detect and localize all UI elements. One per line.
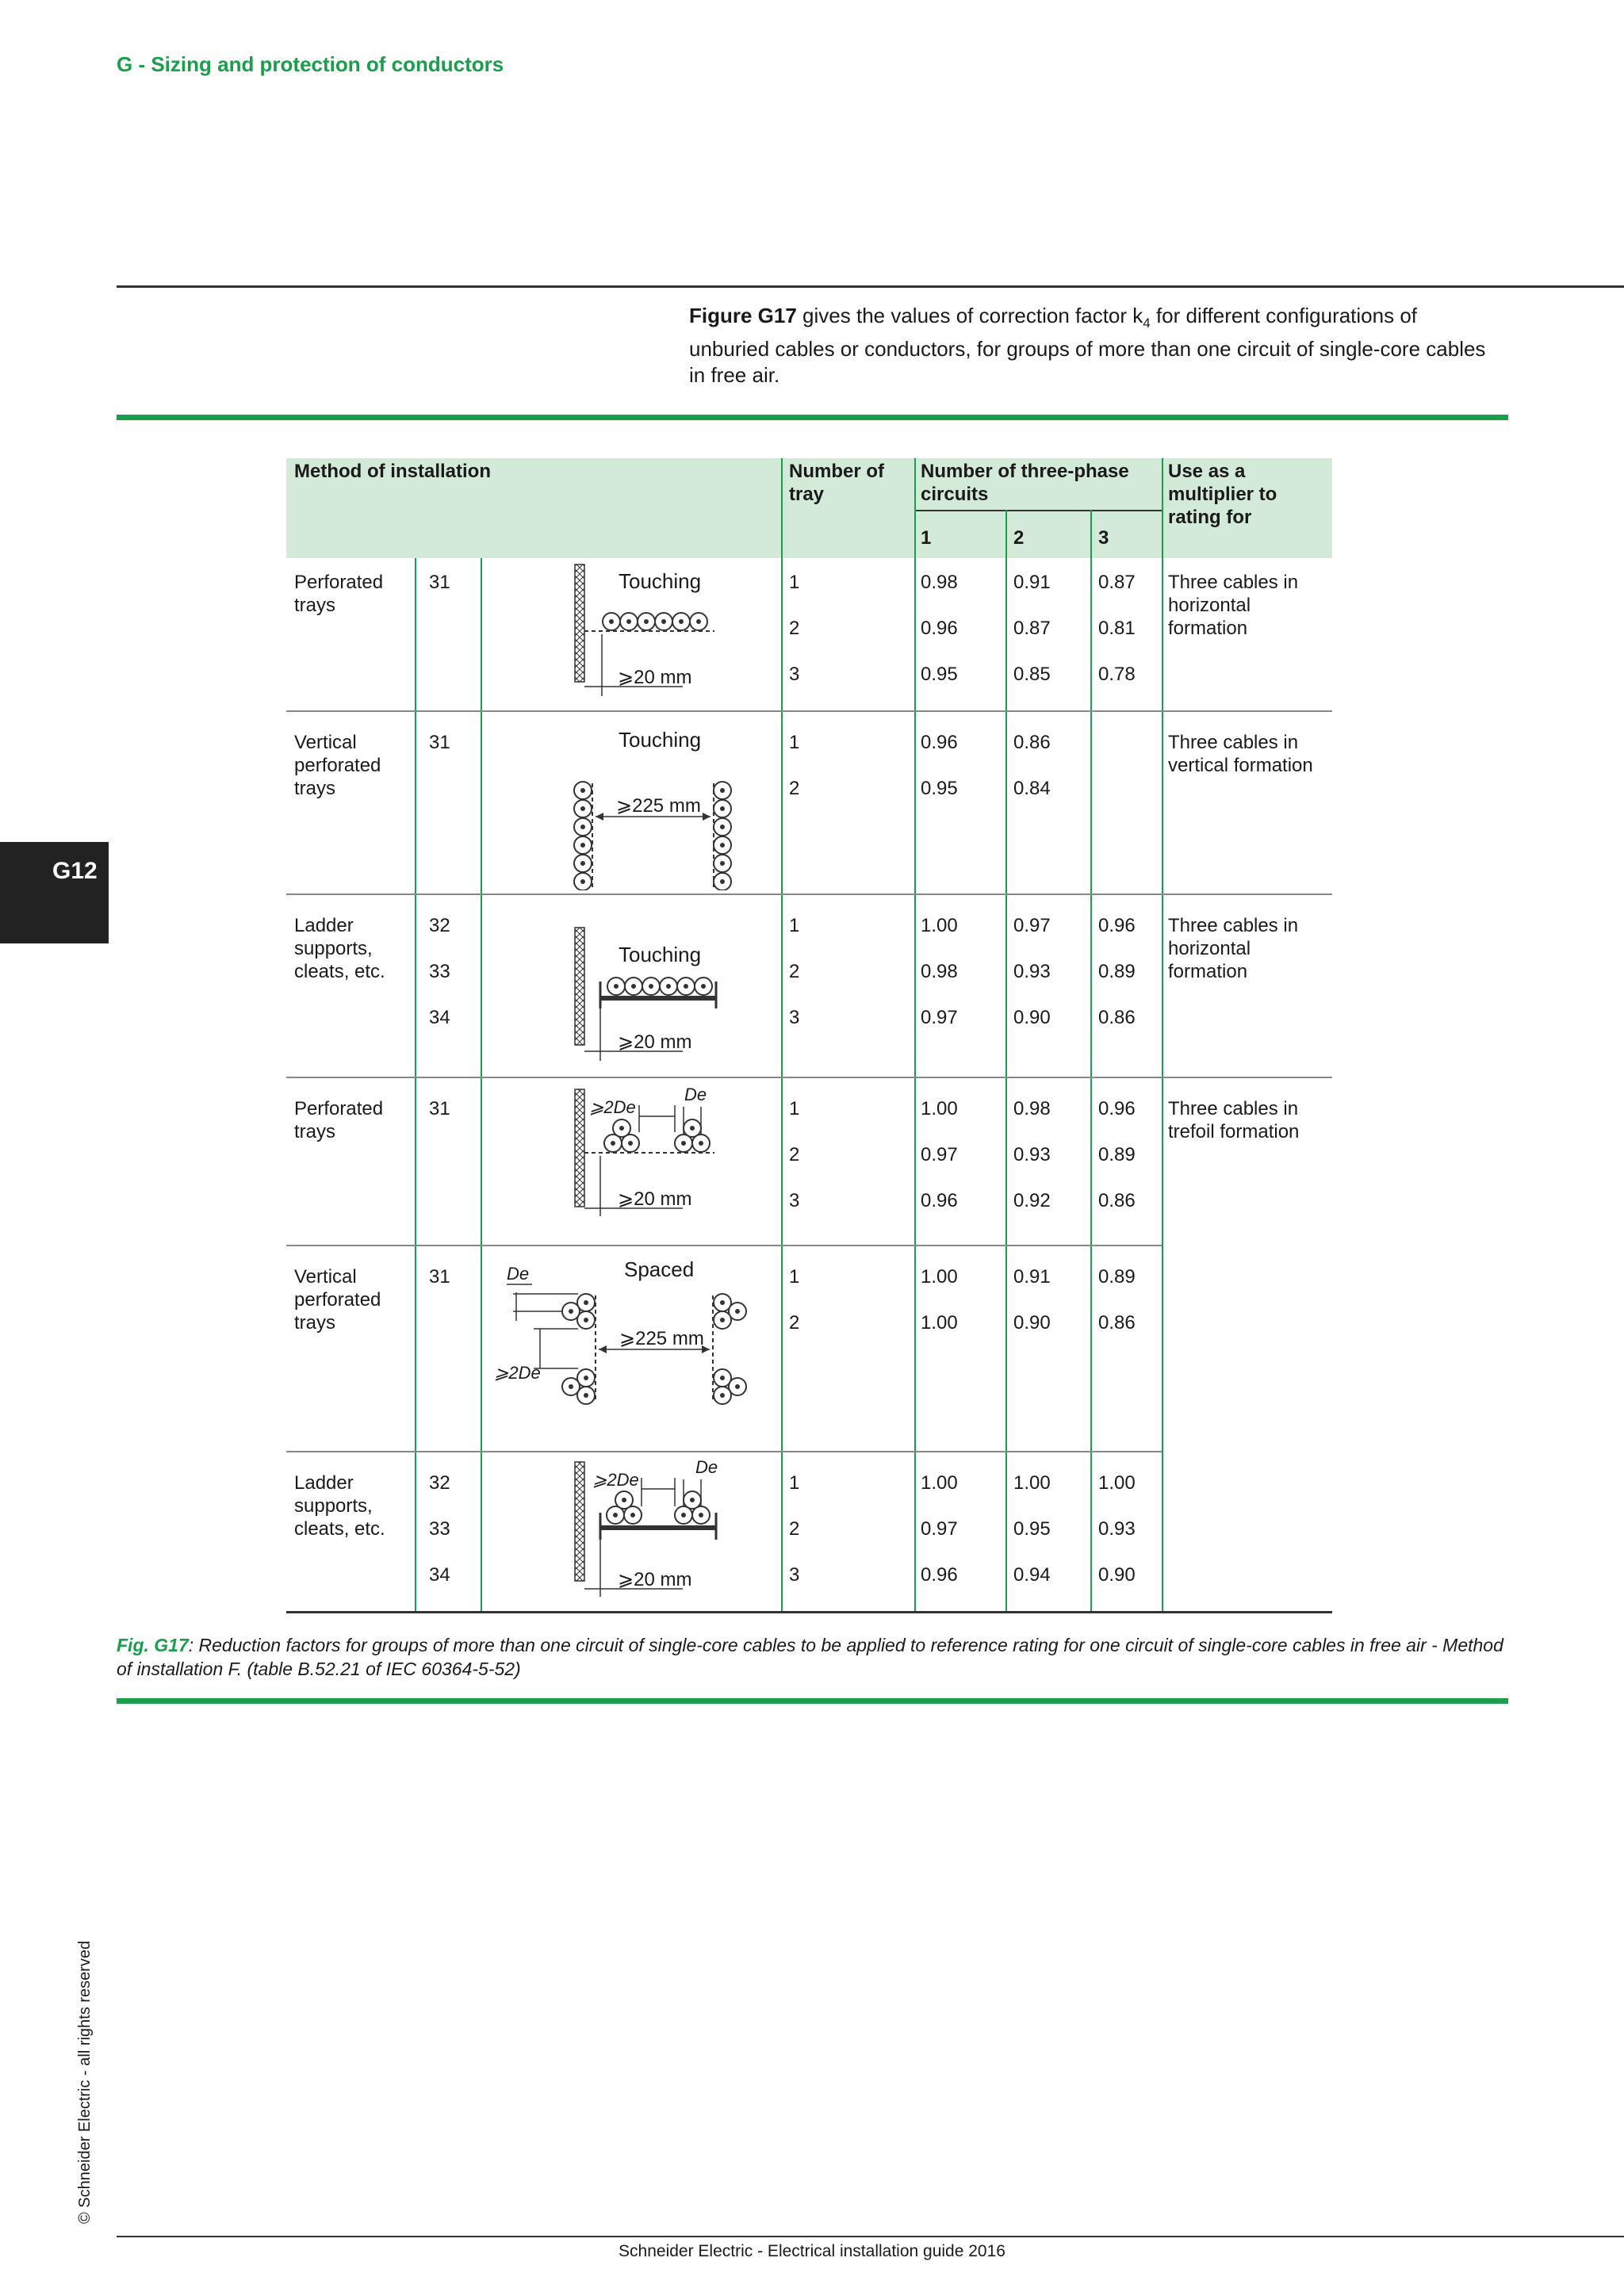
row-tray: 2 (789, 1518, 800, 1540)
cell-c3: 0.96 (1098, 915, 1136, 936)
row-tray: 3 (789, 1190, 800, 1211)
header-multiplier: Use as a multiplier to rating for (1168, 461, 1277, 528)
ladder-icon (600, 1525, 716, 1530)
diagram-ladder-touching (485, 902, 778, 1075)
dimension-label: ⩾225 mm (616, 795, 701, 817)
figure-caption (117, 1633, 1512, 1681)
col-line-circuits (914, 458, 916, 1613)
diagram-title: Touching (619, 943, 702, 966)
cell-c1: 0.97 (921, 1144, 958, 1165)
col-line-c2 (1005, 510, 1007, 1613)
cell-c2: 0.86 (1013, 732, 1051, 753)
dimension-label: ⩾20 mm (618, 1569, 692, 1590)
row-ref: 31 (429, 1098, 450, 1119)
cell-c3: 0.93 (1098, 1518, 1136, 1540)
cell-c1: 0.95 (921, 778, 958, 799)
row-tray: 1 (789, 732, 800, 753)
dimension-label: ⩾20 mm (618, 1031, 692, 1053)
row-ref: 33 (429, 961, 450, 982)
row-ref: 32 (429, 1472, 450, 1494)
row-tray: 2 (789, 1144, 800, 1165)
row-method: Vertical perforated trays (294, 1266, 381, 1334)
col-line-c3 (1090, 510, 1092, 1613)
cell-c3: 0.86 (1098, 1007, 1136, 1028)
cell-c1: 1.00 (921, 1266, 958, 1288)
cell-c2: 0.94 (1013, 1564, 1051, 1586)
col-line-ref (415, 558, 416, 1613)
header-circuit-3: 3 (1098, 527, 1109, 549)
row-ref: 33 (429, 1518, 450, 1540)
cell-c3: 0.78 (1098, 664, 1136, 685)
cell-c2: 0.91 (1013, 572, 1051, 593)
cell-c1: 0.96 (921, 1564, 958, 1586)
cable-group-icon (607, 978, 712, 995)
header-circuits: Number of three-phase circuits (921, 461, 1129, 505)
row-sep-2 (286, 894, 1332, 895)
cell-c3: 0.89 (1098, 1266, 1136, 1288)
cell-c1: 0.97 (921, 1007, 958, 1028)
cable-group-icon (603, 613, 707, 630)
row-method: Vertical perforated trays (294, 732, 381, 799)
row-ref: 34 (429, 1007, 450, 1028)
row-sep-5 (286, 1451, 1162, 1452)
wall-icon (575, 564, 584, 682)
row-multiplier: Three cables in horizontal formation (1168, 915, 1299, 982)
cell-c1: 1.00 (921, 1472, 958, 1494)
caption-text: : Reduction factors for groups of more than one circuit of single-core cables to be applied to reference rating for one circuit of single-core cables in free air - Method of installation F. (table B.52.21 of IEC 60364-5-52) (117, 1635, 1503, 1679)
top-rule (117, 285, 1624, 288)
wall-icon (575, 928, 584, 1045)
cell-c1: 1.00 (921, 915, 958, 936)
cell-c3: 0.87 (1098, 572, 1136, 593)
diagram-ladder-trefoil (485, 1457, 778, 1609)
green-rule-top (117, 415, 1508, 420)
row-tray: 1 (789, 1266, 800, 1288)
table-bottom-rule (286, 1611, 1332, 1613)
cell-c2: 0.98 (1013, 1098, 1051, 1119)
row-sep-4 (286, 1245, 1162, 1246)
spacing-label: ⩾2De (494, 1363, 541, 1383)
row-ref: 31 (429, 1266, 450, 1288)
de-label: De (684, 1085, 707, 1104)
de-label: De (695, 1457, 718, 1477)
diagram-vertical-tray-touching (485, 720, 778, 890)
side-tab (0, 842, 109, 943)
spacing-label: ⩾2De (592, 1470, 639, 1490)
cell-c2: 0.91 (1013, 1266, 1051, 1288)
ladder-icon (600, 996, 716, 1001)
row-method: Ladder supports, cleats, etc. (294, 1472, 385, 1540)
row-multiplier: Three cables in horizontal formation (1168, 572, 1299, 639)
row-tray: 2 (789, 618, 800, 639)
cell-c3: 1.00 (1098, 1472, 1136, 1494)
diagram-perforated-tray-touching (485, 561, 778, 709)
cell-c2: 0.92 (1013, 1190, 1051, 1211)
reduction-factor-table (286, 458, 1332, 1613)
wall-icon (575, 1462, 584, 1581)
row-tray: 3 (789, 664, 800, 685)
cell-c3: 0.89 (1098, 1144, 1136, 1165)
intro-subscript: 4 (1143, 316, 1151, 331)
cell-c2: 0.84 (1013, 778, 1051, 799)
cell-c2: 0.85 (1013, 664, 1051, 685)
dimension-label: ⩾225 mm (619, 1328, 704, 1349)
row-tray: 2 (789, 1312, 800, 1334)
dimension-label: ⩾20 mm (618, 667, 692, 688)
copyright: © Schneider Electric - all rights reserved (76, 1940, 94, 2224)
cell-c2: 0.90 (1013, 1007, 1051, 1028)
cell-c2: 0.93 (1013, 961, 1051, 982)
diagram-title: Spaced (624, 1257, 695, 1281)
intro-text-2: for different configurations of unburied cables or conductors, for groups of more than one circuit of single-core cables in free air. (689, 304, 1486, 388)
diagram-perforated-tray-trefoil (485, 1085, 778, 1243)
spacing-label: ⩾2De (589, 1097, 636, 1117)
cell-c1: 0.98 (921, 961, 958, 982)
section-title: G - Sizing and protection of conductors (117, 52, 504, 76)
diagram-title: Touching (619, 728, 702, 752)
header-trays: Number of tray (789, 461, 884, 505)
footer-text: Schneider Electric - Electrical installation guide 2016 (619, 2242, 1005, 2260)
row-multiplier: Three cables in vertical formation (1168, 732, 1313, 776)
intro-figure-ref: Figure G17 (689, 304, 797, 327)
row-ref: 31 (429, 732, 450, 753)
row-method: Perforated trays (294, 1098, 384, 1142)
header-method: Method of installation (294, 461, 491, 482)
cell-c2: 0.90 (1013, 1312, 1051, 1334)
row-ref: 34 (429, 1564, 450, 1586)
cell-c2: 0.95 (1013, 1518, 1051, 1540)
cell-c1: 1.00 (921, 1098, 958, 1119)
header-circuit-1: 1 (921, 527, 932, 549)
diagram-title: Touching (619, 569, 702, 593)
row-tray: 3 (789, 1564, 800, 1586)
cell-c3: 0.89 (1098, 961, 1136, 982)
cell-c1: 0.96 (921, 732, 958, 753)
side-tab-label: G12 (52, 858, 98, 884)
row-multiplier: Three cables in trefoil formation (1168, 1098, 1300, 1142)
cell-c2: 0.87 (1013, 618, 1051, 639)
footer-rule (117, 2236, 1624, 2237)
cell-c3: 0.86 (1098, 1190, 1136, 1211)
row-tray: 1 (789, 915, 800, 936)
header-subrule (915, 510, 1162, 511)
row-ref: 31 (429, 572, 450, 593)
row-tray: 1 (789, 572, 800, 593)
col-line-diagram (481, 558, 482, 1613)
green-rule-bottom (117, 1698, 1508, 1704)
cable-group-icon (607, 1491, 710, 1524)
cell-c2: 0.97 (1013, 915, 1051, 936)
cell-c2: 0.93 (1013, 1144, 1051, 1165)
dimension-label: ⩾20 mm (618, 1188, 692, 1210)
header-circuit-2: 2 (1013, 527, 1025, 549)
row-tray: 3 (789, 1007, 800, 1028)
col-line-multiplier (1162, 458, 1163, 1613)
cell-c3: 0.96 (1098, 1098, 1136, 1119)
cell-c3: 0.81 (1098, 618, 1136, 639)
caption-label: Fig. G17 (117, 1635, 189, 1655)
cell-c2: 1.00 (1013, 1472, 1051, 1494)
cell-c3: 0.86 (1098, 1312, 1136, 1334)
cell-c1: 1.00 (921, 1312, 958, 1334)
cell-c1: 0.95 (921, 664, 958, 685)
row-tray: 2 (789, 778, 800, 799)
col-line-trays (781, 458, 783, 1613)
intro-text-1: gives the values of correction factor k (796, 304, 1143, 327)
cable-group-icon (604, 1119, 710, 1152)
de-label: De (507, 1264, 530, 1284)
row-method: Perforated trays (294, 572, 384, 616)
diagram-vertical-tray-spaced (485, 1251, 778, 1449)
row-tray: 1 (789, 1472, 800, 1494)
row-tray: 1 (789, 1098, 800, 1119)
row-tray: 2 (789, 961, 800, 982)
cell-c1: 0.97 (921, 1518, 958, 1540)
row-sep-1 (286, 710, 1332, 712)
cell-c3: 0.90 (1098, 1564, 1136, 1586)
wall-icon (575, 1089, 584, 1207)
row-ref: 32 (429, 915, 450, 936)
intro-paragraph (689, 303, 1490, 388)
row-sep-3 (286, 1077, 1332, 1078)
cell-c1: 0.98 (921, 572, 958, 593)
cell-c1: 0.96 (921, 618, 958, 639)
cell-c1: 0.96 (921, 1190, 958, 1211)
row-method: Ladder supports, cleats, etc. (294, 915, 385, 982)
